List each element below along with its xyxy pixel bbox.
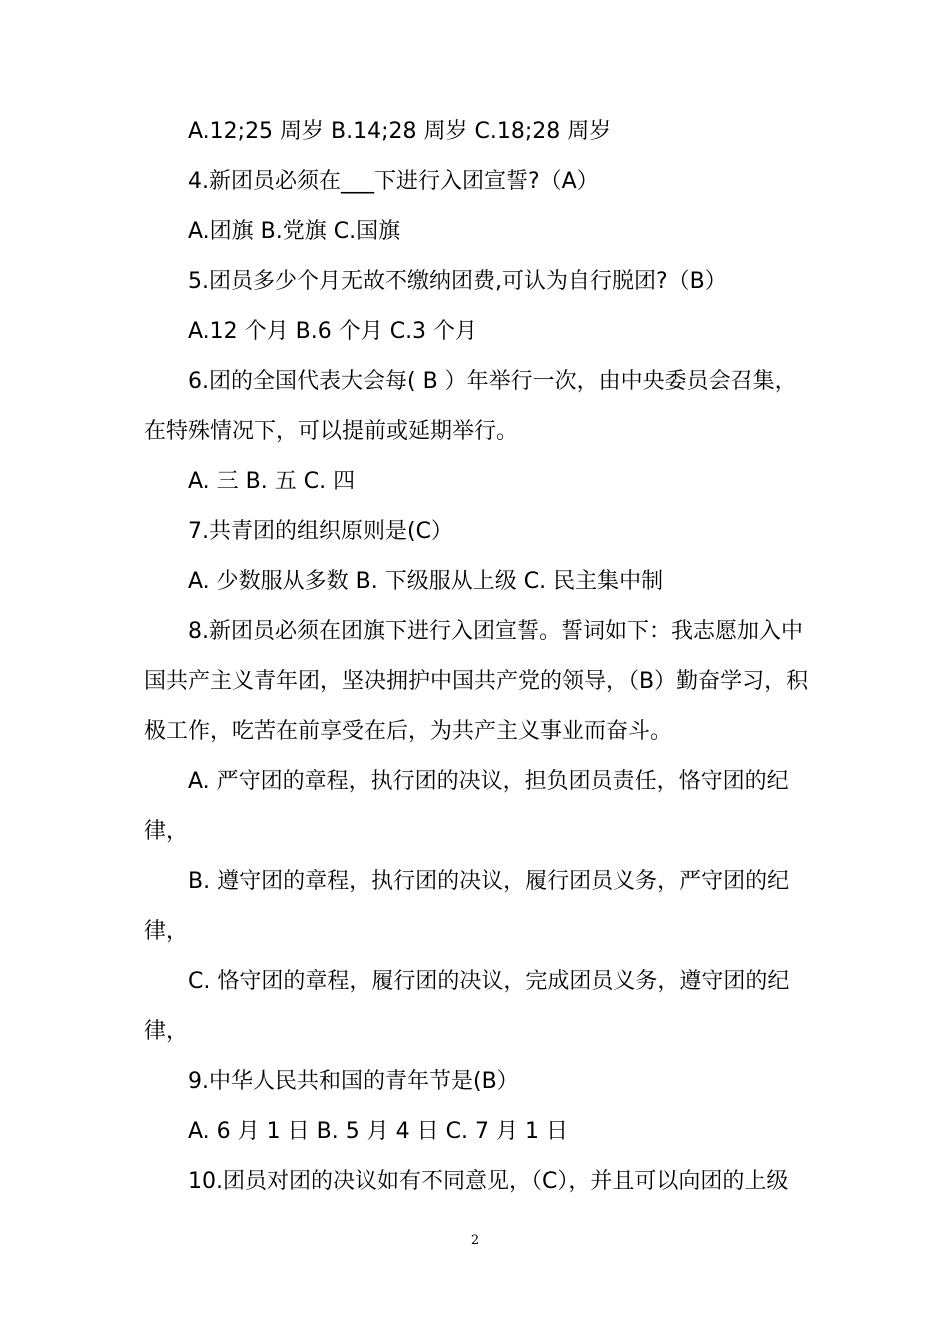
option-line-q3: A.12;25 周岁 B.14;28 周岁 C.18;28 周岁 <box>188 119 612 144</box>
options-q7: A. 少数服从多数 B. 下级服从上级 C. 民主集中制 <box>188 569 664 594</box>
question-5: 5.团员多少个月无故不缴纳团费,可认为自行脱团?（B） <box>188 269 727 294</box>
options-q9: A. 6 月 1 日 B. 5 月 4 日 C. 7 月 1 日 <box>188 1119 568 1144</box>
question-9: 9.中华人民共和国的青年节是(B） <box>188 1069 519 1094</box>
options-q4: A.团旗 B.党旗 C.国旗 <box>188 219 401 244</box>
option-8a: A. 严守团的章程，执行团的决议，担负团员责任，恪守团的纪律， <box>144 769 789 844</box>
question-7: 7.共青团的组织原则是(C） <box>188 519 453 544</box>
question-4: 4.新团员必须在___下进行入团宣誓?（A） <box>188 169 599 194</box>
question-8: 8.新团员必须在团旗下进行入团宣誓。誓词如下：我志愿加入中国共产主义青年团，坚决拥护中国共产党的领导，（B）勤奋学习，积极工作，吃苦在前享受在后，为共产主义事业而奋斗。 <box>144 619 809 744</box>
question-6: 6.团的全国代表大会每( B ）年举行一次，由中央委员会召集，在特殊情况下，可以提前或延期举行。 <box>144 369 797 444</box>
option-8b: B. 遵守团的章程，执行团的决议，履行团员义务，严守团的纪律， <box>144 869 790 944</box>
options-q5: A.12 个月 B.6 个月 C.3 个月 <box>188 319 478 344</box>
page-number: 2 <box>470 1233 480 1248</box>
option-8c: C. 恪守团的章程，履行团的决议，完成团员义务，遵守团的纪律， <box>144 969 790 1044</box>
page-content <box>144 107 809 1207</box>
options-q6: A. 三 B. 五 C. 四 <box>188 469 356 494</box>
question-10: 10.团员对团的决议如有不同意见，（C），并且可以向团的上级 <box>188 1169 789 1194</box>
